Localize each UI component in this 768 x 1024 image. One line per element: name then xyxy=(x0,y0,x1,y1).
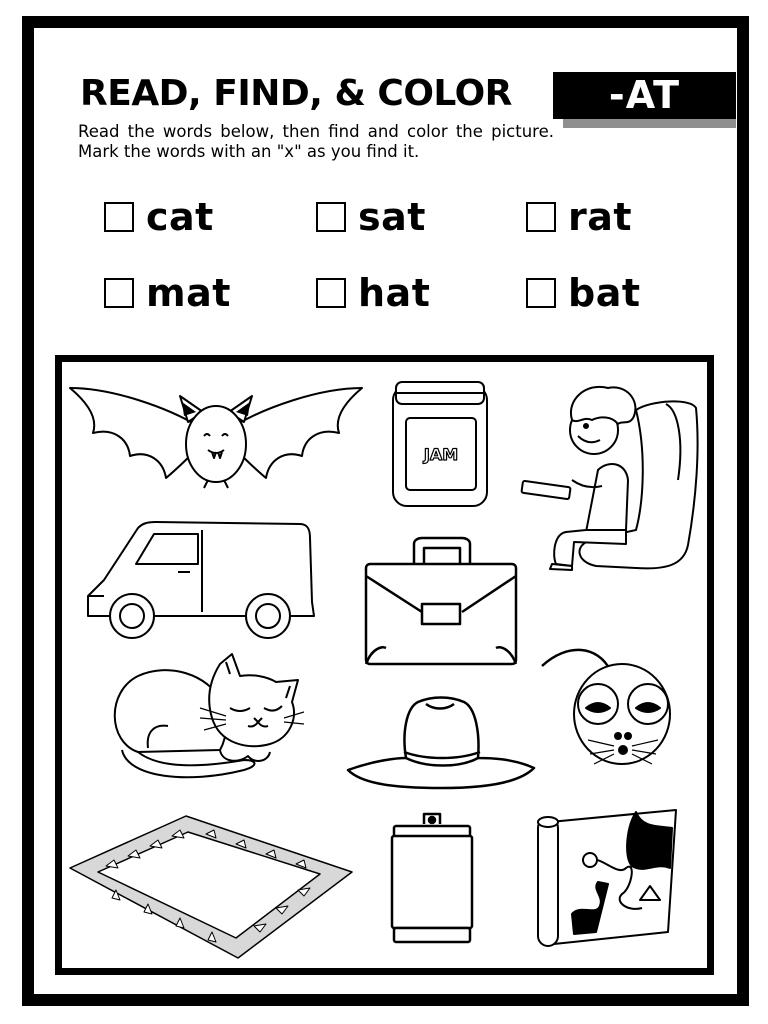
bat-icon[interactable] xyxy=(68,378,364,496)
jam-jar-icon[interactable] xyxy=(390,380,490,510)
checkbox[interactable] xyxy=(316,202,346,232)
instructions: Read the words below, then find and color the picture. Mark the words with an "x" as you find it. xyxy=(78,122,554,161)
sitting-boy-icon[interactable] xyxy=(516,380,702,575)
jam-label: JAM xyxy=(423,445,459,464)
word-item-mat[interactable] xyxy=(104,268,231,318)
checkbox[interactable] xyxy=(526,202,556,232)
checkbox[interactable] xyxy=(104,278,134,308)
checkbox[interactable] xyxy=(104,202,134,232)
word-item-rat[interactable] xyxy=(526,192,632,242)
word-item-sat[interactable] xyxy=(316,192,426,242)
word-item-hat[interactable] xyxy=(316,268,430,318)
word-label: rat xyxy=(568,195,633,239)
word-item-cat[interactable] xyxy=(104,192,214,242)
rat-icon[interactable] xyxy=(538,636,678,766)
van-icon[interactable] xyxy=(86,520,316,642)
worksheet-title: READ, FIND, & COLOR xyxy=(80,73,512,114)
briefcase-icon[interactable] xyxy=(362,536,520,668)
checkbox[interactable] xyxy=(316,278,346,308)
word-label: sat xyxy=(358,195,426,239)
map-icon[interactable] xyxy=(536,808,680,948)
checkbox[interactable] xyxy=(526,278,556,308)
word-label: hat xyxy=(358,271,431,315)
cat-icon[interactable] xyxy=(108,652,304,790)
mat-icon[interactable] xyxy=(66,812,356,962)
word-family-tag: -AT xyxy=(553,72,736,119)
word-label: bat xyxy=(568,271,641,315)
hat-icon[interactable] xyxy=(346,694,536,790)
word-item-bat[interactable] xyxy=(526,268,641,318)
word-label: mat xyxy=(146,271,231,315)
word-label: cat xyxy=(146,195,214,239)
can-icon[interactable] xyxy=(388,810,476,946)
